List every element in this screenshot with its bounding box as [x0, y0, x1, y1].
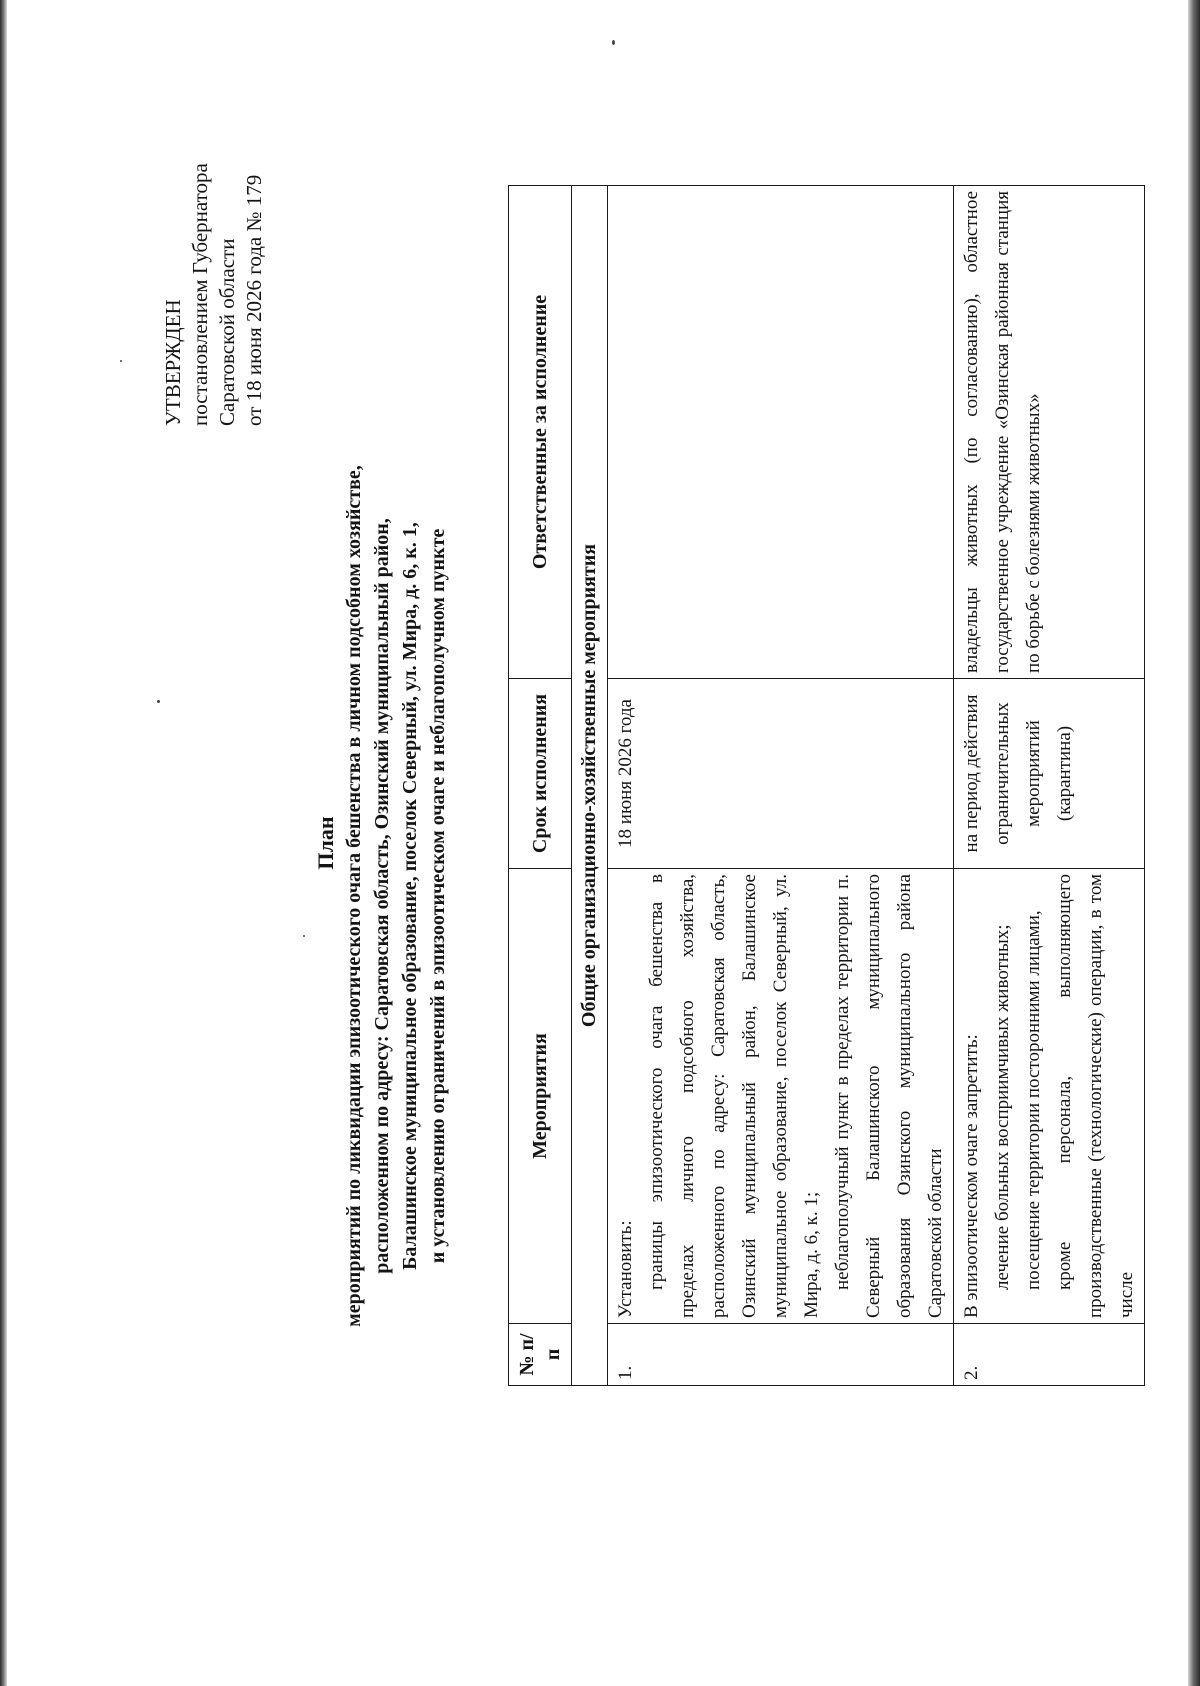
- header-measures: Мероприятия: [509, 869, 572, 1324]
- document-title: План: [313, 816, 338, 870]
- measure-paragraph: посещение территории посторонними лицами,: [1023, 910, 1044, 1290]
- measure-paragraph: границы эпизоотического очага бешенства в пределах личного подсобного хозяйства, расположенного по адресу: Саратовская область, Озинский муниципальный район, Балашинское муниципальное образование, поселок Северный, ул. Мира, д. 6, к. 1;: [646, 874, 822, 1318]
- header-term: Срок исполнения: [509, 679, 572, 869]
- table-row: [608, 186, 954, 1386]
- header-responsible: Ответственные за исполнение: [509, 186, 572, 679]
- table-header-row: [509, 186, 572, 1386]
- row-measures: [954, 869, 1145, 1324]
- measures-table: [508, 185, 1145, 1386]
- header-num: № п/п: [509, 1324, 572, 1386]
- approval-line: Саратовской области: [215, 238, 239, 426]
- table-row: [954, 186, 1145, 1386]
- subtitle-line: мероприятий по ликвидации эпизоотического очага бешенства в личном подсобном хозяйстве,: [343, 465, 365, 1327]
- measure-paragraph: Установить:: [615, 1220, 636, 1318]
- row-num: 1.: [608, 1324, 954, 1386]
- subtitle-line: расположенном по адресу: Саратовская область, Озинский муниципальный район,: [371, 518, 393, 1274]
- measure-paragraph: неблагополучный пункт в пределах территории п. Северный Балашинского муниципального образования Озинского муниципального района Саратовской области: [832, 874, 946, 1318]
- approval-block: [160, 163, 268, 426]
- row-responsible: владельцы животных (по согласованию), областное государственное учреждение «Озинская районная станция по борьбе с болезнями животных»: [954, 186, 1145, 679]
- measure-paragraph: лечение больных восприимчивых животных;: [992, 924, 1013, 1290]
- row-measures: [608, 869, 954, 1324]
- section-row: [572, 186, 608, 1386]
- approval-line: постановлением Губернатора: [188, 163, 212, 426]
- row-responsible: [608, 186, 954, 679]
- section-title: Общие организационно-хозяйственные мероприятия: [572, 186, 608, 1386]
- subtitle-line: и установлению ограничений в эпизоотическом очаге и неблагополучном пункте: [427, 528, 449, 1264]
- approval-heading: УТВЕРЖДЕН: [161, 299, 185, 426]
- measure-paragraph: кроме персонала, выполняющего производственные (технологические) операции, в том числе: [1054, 874, 1137, 1318]
- approval-line: от 18 июня 2026 года № 179: [242, 174, 266, 426]
- row-term: на период действия ограничительных мероприятий (карантина): [954, 679, 1145, 869]
- measure-paragraph: В эпизоотическом очаге запретить:: [961, 1034, 982, 1318]
- row-term: 18 июня 2026 года: [608, 679, 954, 869]
- document-subtitle: [340, 206, 452, 1586]
- subtitle-line: Балашинское муниципальное образование, поселок Северный, ул. Мира, д. 6, к. 1,: [399, 522, 421, 1270]
- row-num: 2.: [954, 1324, 1145, 1386]
